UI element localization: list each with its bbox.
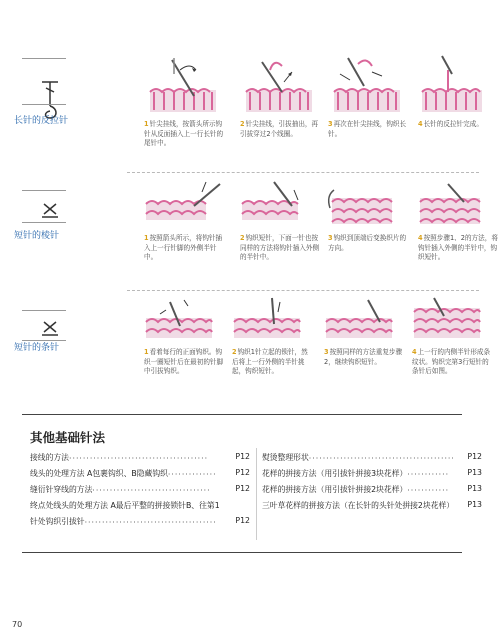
step-caption: 3按照同样的方法重复步骤2，继续钩织短针。 (324, 348, 403, 366)
symbol-divider (22, 222, 66, 223)
index-entry[interactable]: 针处钩织引拔针······································ P12 (30, 516, 250, 527)
index-entry[interactable]: 花样的拼接方法（用引拔针拼接2块花样）············ P13 (262, 484, 482, 495)
index-entry[interactable]: 终点处线头的处理方法 A最后平整的拼接锁针B、往第1 (30, 501, 220, 510)
stitch-name: 长针的反拉针 (14, 116, 69, 126)
section-divider (22, 414, 462, 415)
stitch-illustration (144, 180, 222, 242)
back-loop-sc-symbol-icon (30, 200, 70, 220)
row-divider (127, 172, 479, 173)
step-caption: 2钩织1针立起的锁针，然后将上一行外侧的半针挑起，钩织短针。 (232, 348, 308, 376)
section-title: 其他基础针法 (30, 430, 106, 445)
stitch-illustration (418, 52, 496, 114)
stitch-illustration (328, 52, 406, 114)
step-caption: 4长针的反拉针完成。 (418, 120, 483, 128)
front-loop-sc-symbol-icon (30, 318, 70, 338)
stitch-name: 短针的棱针 (14, 231, 60, 241)
index-entry[interactable]: 三叶草花样的拼接方法（在长针的头针处拼接2块花样） P13 (262, 500, 482, 510)
row-divider (127, 290, 479, 291)
symbol-divider (22, 58, 66, 59)
section-divider (22, 552, 462, 553)
stitch-illustration (144, 52, 222, 114)
index-entry[interactable]: 花样的拼接方法（用引拔针拼接3块花样）············ P13 (262, 468, 482, 479)
index-entry[interactable]: 线头的处理方法 A包裹钩织、B隐藏钩织·············· P12 (30, 468, 250, 479)
index-entry[interactable]: 接线的方法········································ P12 (30, 452, 250, 463)
step-caption: 1针尖挂线，按箭头所示钩针从反面插入上一行长针的尾针中。 (144, 120, 224, 148)
symbol-divider (22, 310, 66, 311)
stitch-illustration (418, 180, 496, 242)
symbol-divider (22, 190, 66, 191)
stitch-illustration (240, 52, 318, 114)
stitch-name: 短针的条针 (14, 343, 60, 353)
step-caption: 3钩织到顶端后变换织片的方向。 (328, 234, 407, 252)
stitch-illustration (328, 180, 406, 242)
symbol-divider (22, 104, 66, 105)
step-caption: 2针尖挂线，引拔抽出，再引拔穿过2个线圈。 (240, 120, 319, 138)
step-caption: 4上一行的内侧半针形成条纹状。钩织完第3行短针的条针后如图。 (412, 348, 491, 376)
step-caption: 1看着每行的正面钩织。钩织一圈短针后在最初的针脚中引拔钩织。 (144, 348, 224, 376)
step-caption: 2钩织短针，下面一针也按同样的方法将钩针插入外侧的半针中。 (240, 234, 320, 262)
column-divider (256, 448, 257, 540)
step-caption: 1按照箭头所示，将钩针插入上一行针脚的外侧半针中。 (144, 234, 223, 262)
step-caption: 4按照步骤1、2的方法，将钩针插入外侧的半针中，钩织短针。 (418, 234, 498, 262)
step-caption: 3再次在针尖挂线，钩织长针。 (328, 120, 407, 138)
page-number: 70 (12, 620, 23, 629)
index-entry[interactable]: 缝衍针穿线的方法·································· P12 (30, 484, 250, 495)
stitch-illustration (240, 180, 318, 242)
index-entry[interactable]: 熨烫整理形状·········································· P12 (262, 452, 482, 463)
